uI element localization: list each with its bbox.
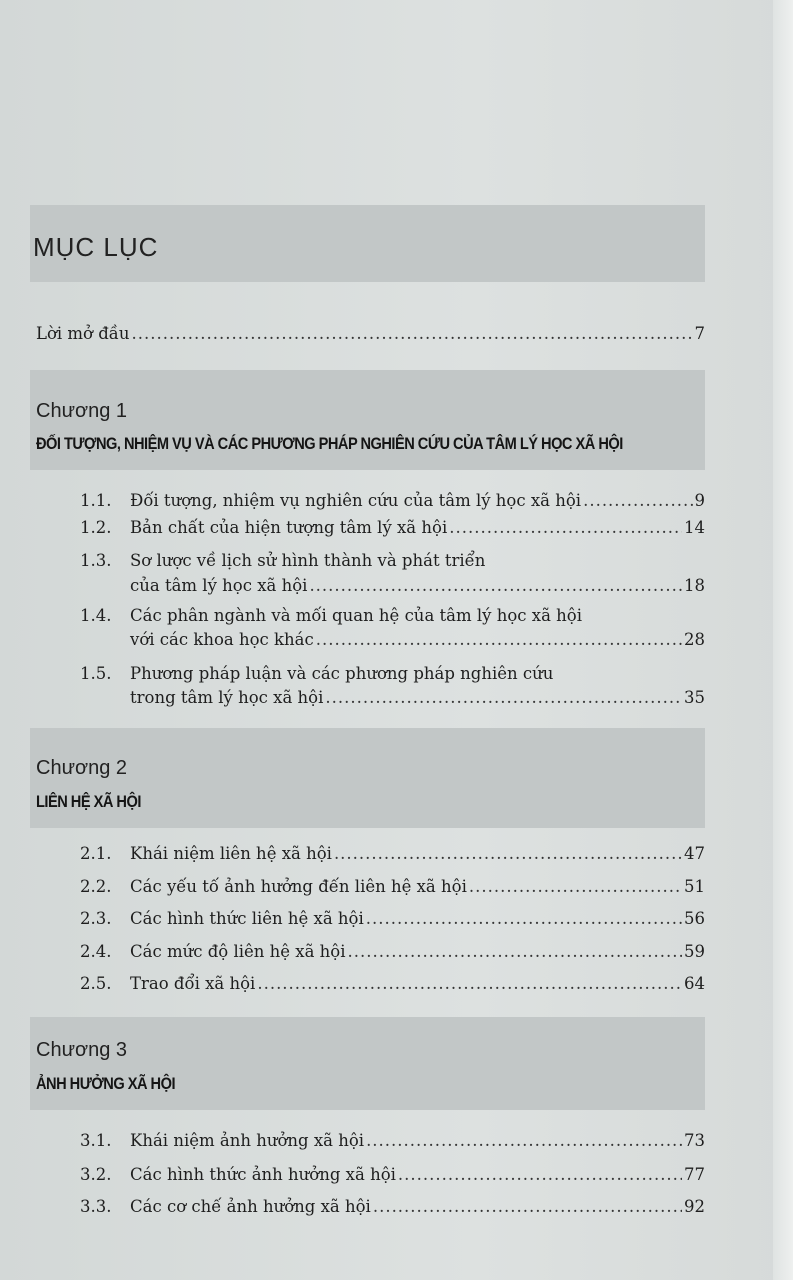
- chapter-label: Chương 2: [36, 757, 127, 779]
- leader-dots: [366, 909, 682, 928]
- chapter-title: ẢNH HƯỞNG XÃ HỘI: [36, 1074, 175, 1093]
- entry-number: 1.4.: [80, 606, 112, 625]
- toc-entry: [80, 664, 705, 683]
- page-edge: [773, 0, 793, 1280]
- entry-text: Sơ lược về lịch sử hình thành và phát triển: [130, 551, 486, 570]
- entry-text: của tâm lý học xã hội: [130, 576, 308, 595]
- entry-text: Các yếu tố ảnh hưởng đến liên hệ xã hội: [130, 877, 467, 896]
- entry-number: 3.2.: [80, 1165, 112, 1184]
- entry-text: trong tâm lý học xã hội: [130, 688, 324, 707]
- entry-page: 14: [684, 518, 705, 537]
- entry-text: Các mức độ liên hệ xã hội: [130, 942, 346, 961]
- chapter-band: [30, 1017, 705, 1110]
- leader-dots: [132, 324, 693, 343]
- entry-text: Bản chất của hiện tượng tâm lý xã hội: [130, 518, 448, 537]
- entry-number: 1.5.: [80, 664, 112, 683]
- entry-text: Đối tượng, nhiệm vụ nghiên cứu của tâm lý học xã hội: [130, 491, 582, 510]
- toc-entry: [80, 877, 705, 896]
- chapter-title: ĐỐI TƯỢNG, NHIỆM VỤ VÀ CÁC PHƯƠNG PHÁP NGHIÊN CỨU CỦA TÂM LÝ HỌC XÃ HỘI: [36, 434, 623, 453]
- toc-entry: [80, 844, 705, 863]
- entry-page: 51: [684, 877, 705, 896]
- entry-text: Khái niệm ảnh hưởng xã hội: [130, 1131, 365, 1150]
- entry-page: 7: [694, 324, 705, 343]
- entry-text: Phương pháp luận và các phương pháp nghiên cứu: [130, 664, 554, 683]
- entry-text: Các phân ngành và mối quan hệ của tâm lý học xã hội: [130, 606, 582, 625]
- entry-number: 1.1.: [80, 491, 112, 510]
- leader-dots: [449, 518, 682, 537]
- leader-dots: [309, 576, 682, 595]
- leader-dots: [373, 1197, 682, 1216]
- chapter-label: Chương 1: [36, 400, 127, 422]
- toc-entry: [80, 491, 705, 510]
- entry-text: Trao đổi xã hội: [130, 974, 256, 993]
- leader-dots: [469, 877, 682, 896]
- entry-text: Lời mở đầu: [36, 324, 130, 343]
- entry-number: 1.3.: [80, 551, 112, 570]
- entry-text: với các khoa học khác: [130, 630, 314, 649]
- toc-title: MỤC LỤC: [33, 232, 159, 262]
- entry-number: 1.2.: [80, 518, 112, 537]
- chapter-label: Chương 3: [36, 1039, 127, 1061]
- entry-page: 77: [684, 1165, 705, 1184]
- toc-entry-intro: [36, 324, 705, 343]
- toc-entry: [80, 974, 705, 993]
- entry-page: 47: [684, 844, 705, 863]
- entry-number: 3.1.: [80, 1131, 112, 1150]
- chapter-band: [30, 370, 705, 470]
- entry-page: 56: [684, 909, 705, 928]
- entry-number: 2.3.: [80, 909, 112, 928]
- toc-entry-cont: [130, 576, 705, 595]
- entry-number: 2.2.: [80, 877, 112, 896]
- entry-page: 35: [684, 688, 705, 707]
- chapter-title: LIÊN HỆ XÃ HỘI: [36, 792, 141, 811]
- entry-text: Các hình thức ảnh hưởng xã hội: [130, 1165, 396, 1184]
- entry-number: 2.4.: [80, 942, 112, 961]
- toc-entry: [80, 1165, 705, 1184]
- leader-dots: [334, 844, 682, 863]
- toc-entry: [80, 551, 705, 570]
- entry-page: 73: [684, 1131, 705, 1150]
- entry-number: 3.3.: [80, 1197, 112, 1216]
- entry-page: 64: [684, 974, 705, 993]
- entry-page: 9: [694, 491, 705, 510]
- entry-page: 18: [684, 576, 705, 595]
- leader-dots: [257, 974, 682, 993]
- entry-text: Các hình thức liên hệ xã hội: [130, 909, 364, 928]
- toc-entry: [80, 1197, 705, 1216]
- leader-dots: [398, 1165, 682, 1184]
- entry-page: 92: [684, 1197, 705, 1216]
- leader-dots: [316, 630, 682, 649]
- entry-page: 28: [684, 630, 705, 649]
- toc-entry: [80, 606, 705, 625]
- entry-text: Khái niệm liên hệ xã hội: [130, 844, 332, 863]
- toc-entry: [80, 518, 705, 537]
- entry-text: Các cơ chế ảnh hưởng xã hội: [130, 1197, 371, 1216]
- chapter-band: [30, 728, 705, 828]
- entry-number: 2.5.: [80, 974, 112, 993]
- leader-dots: [325, 688, 682, 707]
- toc-entry: [80, 1131, 705, 1150]
- leader-dots: [583, 491, 692, 510]
- toc-entry-cont: [130, 630, 705, 649]
- leader-dots: [348, 942, 683, 961]
- entry-number: 2.1.: [80, 844, 112, 863]
- toc-entry: [80, 942, 705, 961]
- toc-entry-cont: [130, 688, 705, 707]
- leader-dots: [366, 1131, 682, 1150]
- toc-entry: [80, 909, 705, 928]
- entry-page: 59: [684, 942, 705, 961]
